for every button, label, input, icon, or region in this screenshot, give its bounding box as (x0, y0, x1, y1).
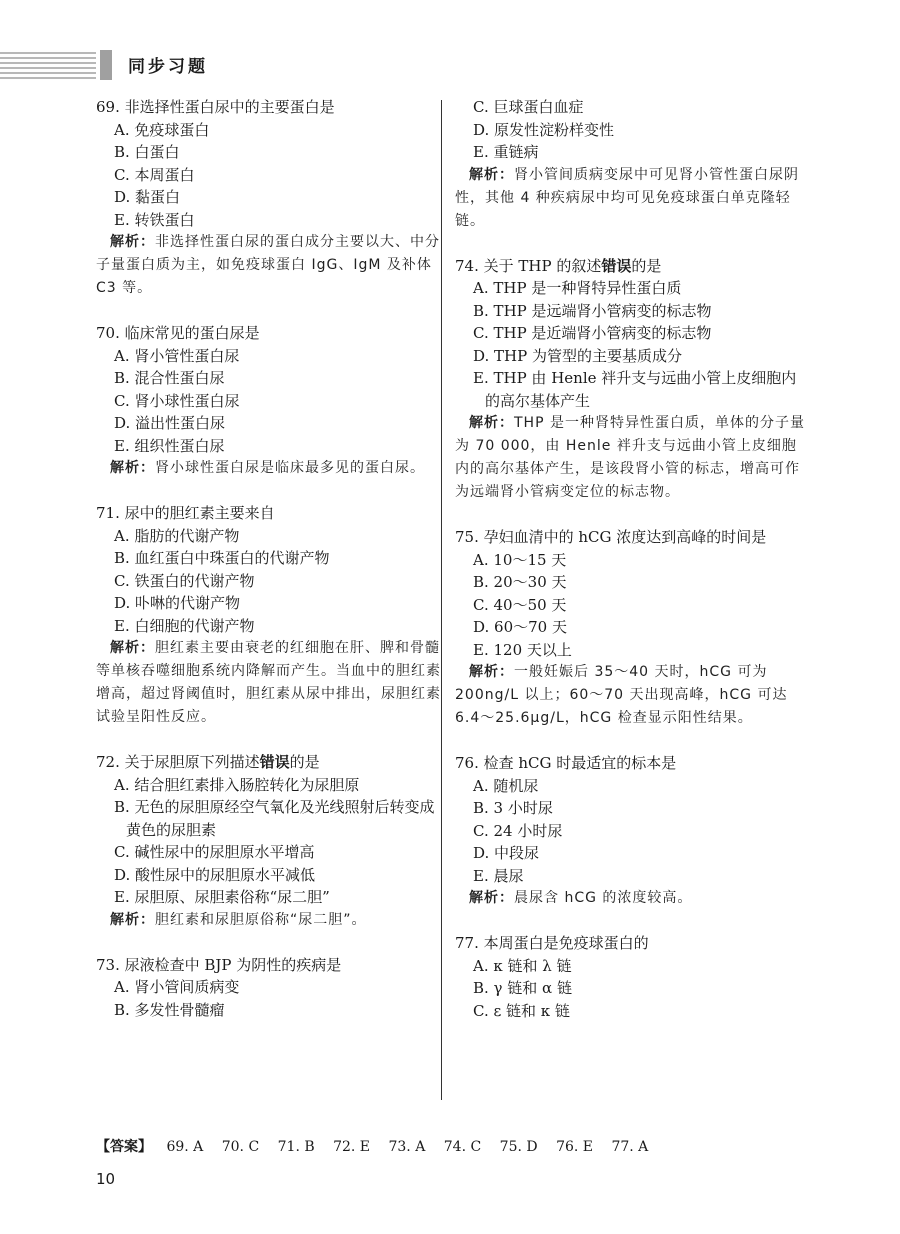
option: C. 24 小时尿 (473, 821, 563, 840)
option: D. 黏蛋白 (114, 188, 181, 206)
left-column (96, 96, 446, 1043)
answer-item: 73. A (388, 1139, 426, 1155)
answer-item: 71. B (277, 1139, 315, 1155)
option: A. 10～15 天 (473, 550, 567, 569)
question-76 (455, 752, 805, 910)
question-stem: 77. 本周蛋白是免疫球蛋白的 (455, 934, 649, 952)
answer-item: 69. A (166, 1139, 204, 1155)
option: A. 免疫球蛋白 (114, 120, 210, 139)
option: B. γ 链和 α 链 (473, 979, 572, 997)
option: A. 肾小管间质病变 (114, 978, 240, 996)
analysis-label: 解析： (110, 640, 155, 656)
option: C. 40～50 天 (473, 595, 567, 614)
option: B. 无色的尿胆原经空气氧化及光线照射后转变成黄色的尿胆素 (114, 798, 435, 839)
stem-text: 74. 关于 THP 的叙述 (455, 256, 602, 275)
analysis (455, 412, 805, 504)
option: C. 铁蛋白的代谢产物 (114, 571, 255, 590)
answer-key (96, 1136, 662, 1156)
analysis-label: 解析： (110, 234, 155, 250)
analysis-label: 解析： (110, 460, 155, 476)
analysis (96, 637, 446, 729)
option: D. 原发性淀粉样变性 (473, 120, 615, 139)
question-73 (96, 954, 446, 1022)
analysis-text: THP 是一种肾特异性蛋白质，单体的分子量为 70 000，由 Henle 袢升支与远曲小管上皮细胞内的高尔基体产生，是该段肾小管的标志，增高可作为远端肾小管病变定位的标志物。 (455, 415, 805, 500)
option: D. 卟啉的代谢产物 (114, 594, 241, 612)
analysis (455, 661, 805, 730)
option: A. 结合胆红素排入肠腔转化为尿胆原 (114, 775, 360, 794)
option: C. ε 链和 κ 链 (473, 1001, 570, 1020)
option: E. 晨尿 (473, 866, 524, 885)
option: B. 20～30 天 (473, 573, 567, 591)
answer-item: 76. E (556, 1139, 593, 1155)
analysis (455, 887, 805, 910)
option: E. 转铁蛋白 (114, 210, 195, 229)
analysis-label: 解析： (469, 166, 514, 183)
option: C. THP 是近端肾小管病变的标志物 (473, 324, 712, 342)
analysis-label: 解析： (469, 664, 514, 680)
analysis-text: 晨尿含 hCG 的浓度较高。 (514, 890, 693, 906)
option: C. 肾小球性蛋白尿 (114, 391, 240, 410)
analysis-label: 解析： (469, 890, 514, 906)
option: D. 中段尿 (473, 844, 540, 862)
analysis-text: 非选择性蛋白尿的蛋白成分主要以大、中分子量蛋白质为主，如免疫球蛋白 IgG、IgM 及补体 C3 等。 (96, 234, 440, 296)
stem-text: 的是 (289, 753, 320, 771)
stem-text: 的是 (631, 256, 662, 275)
option: B. 3 小时尿 (473, 799, 553, 817)
question-stem (96, 751, 446, 774)
header-decoration (0, 52, 96, 80)
header-tab (100, 50, 112, 80)
question-73-continued (455, 96, 805, 233)
question-stem (455, 255, 805, 278)
stem-keyword: 错误 (601, 256, 632, 275)
question-stem: 70. 临床常见的蛋白尿是 (96, 324, 260, 342)
analysis-text: 胆红素和尿胆原俗称“尿二胆”。 (155, 911, 367, 928)
option: A. THP 是一种肾特异性蛋白质 (473, 279, 682, 297)
question-71 (96, 502, 446, 729)
answer-item: 70. C (221, 1139, 260, 1155)
option: E. 重链病 (473, 143, 539, 161)
question-stem: 71. 尿中的胆红素主要来自 (96, 504, 275, 522)
answer-item: 74. C (443, 1139, 482, 1155)
analysis-text: 胆红素主要由衰老的红细胞在肝、脾和骨髓等单核吞噬细胞系统内降解而产生。当血中的胆红素增高，超过肾阈值时，胆红素从尿中排出，尿胆红素试验呈阳性反应。 (96, 640, 441, 725)
option: B. THP 是远端肾小管病变的标志物 (473, 301, 712, 320)
analysis-label: 解析： (110, 911, 155, 928)
question-77 (455, 932, 805, 1022)
right-column (455, 96, 805, 1044)
option: E. 尿胆原、尿胆素俗称“尿二胆” (114, 888, 330, 906)
option: A. 肾小管性蛋白尿 (114, 346, 240, 365)
question-74 (455, 255, 805, 505)
option: D. THP 为管型的主要基质成分 (473, 346, 682, 365)
analysis-text: 肾小球性蛋白尿是临床最多见的蛋白尿。 (155, 460, 425, 476)
option: D. 60～70 天 (473, 618, 567, 636)
answer-item: 77. A (611, 1139, 649, 1155)
question-69 (96, 96, 446, 300)
answer-item: 72. E (333, 1139, 371, 1155)
option: B. 多发性骨髓瘤 (114, 1000, 225, 1019)
answer-item: 75. D (499, 1139, 538, 1155)
analysis (96, 231, 446, 300)
option: E. 白细胞的代谢产物 (114, 616, 255, 635)
question-75 (455, 526, 805, 730)
analysis (96, 457, 446, 480)
analysis (455, 164, 805, 233)
option: C. 本周蛋白 (114, 165, 195, 184)
question-70 (96, 322, 446, 480)
question-72 (96, 751, 446, 932)
option: B. 白蛋白 (114, 143, 180, 161)
option: A. 脂肪的代谢产物 (114, 526, 240, 545)
option: B. 血红蛋白中珠蛋白的代谢产物 (114, 549, 330, 567)
option: E. THP 由 Henle 袢升支与远曲小管上皮细胞内的高尔基体产生 (473, 369, 797, 410)
option: D. 溢出性蛋白尿 (114, 414, 226, 432)
answer-key-label: 【答案】 (96, 1139, 152, 1155)
option: A. 随机尿 (473, 776, 539, 795)
analysis-text: 一般妊娠后 35～40 天时，hCG 可为 200ng/L 以上；60～70 天出现高峰，hCG 可达 6.4～25.6μg/L，hCG 检查显示阳性结果。 (455, 664, 788, 726)
option: D. 酸性尿中的尿胆原水平减低 (114, 865, 316, 884)
question-stem: 69. 非选择性蛋白尿中的主要蛋白是 (96, 98, 335, 116)
option: C. 碱性尿中的尿胆原水平增高 (114, 843, 315, 861)
stem-text: 72. 关于尿胆原下列描述 (96, 753, 260, 771)
question-stem: 76. 检查 hCG 时最适宜的标本是 (455, 754, 677, 772)
page-number: 10 (96, 1170, 116, 1188)
option: A. κ 链和 λ 链 (473, 956, 572, 975)
option: C. 巨球蛋白血症 (473, 98, 584, 116)
analysis (96, 909, 446, 932)
analysis-label: 解析： (469, 415, 514, 431)
analysis-text: 肾小管间质病变尿中可见肾小管性蛋白尿阴性，其他 4 种疾病尿中均可见免疫球蛋白单克隆轻链。 (455, 166, 799, 229)
option: E. 120 天以上 (473, 640, 572, 659)
page-title: 同步习题 (128, 57, 208, 77)
question-stem: 73. 尿液检查中 BJP 为阴性的疾病是 (96, 955, 342, 974)
option: B. 混合性蛋白尿 (114, 369, 225, 387)
question-stem: 75. 孕妇血清中的 hCG 浓度达到高峰的时间是 (455, 528, 767, 546)
option: E. 组织性蛋白尿 (114, 436, 225, 455)
stem-keyword: 错误 (259, 753, 290, 771)
